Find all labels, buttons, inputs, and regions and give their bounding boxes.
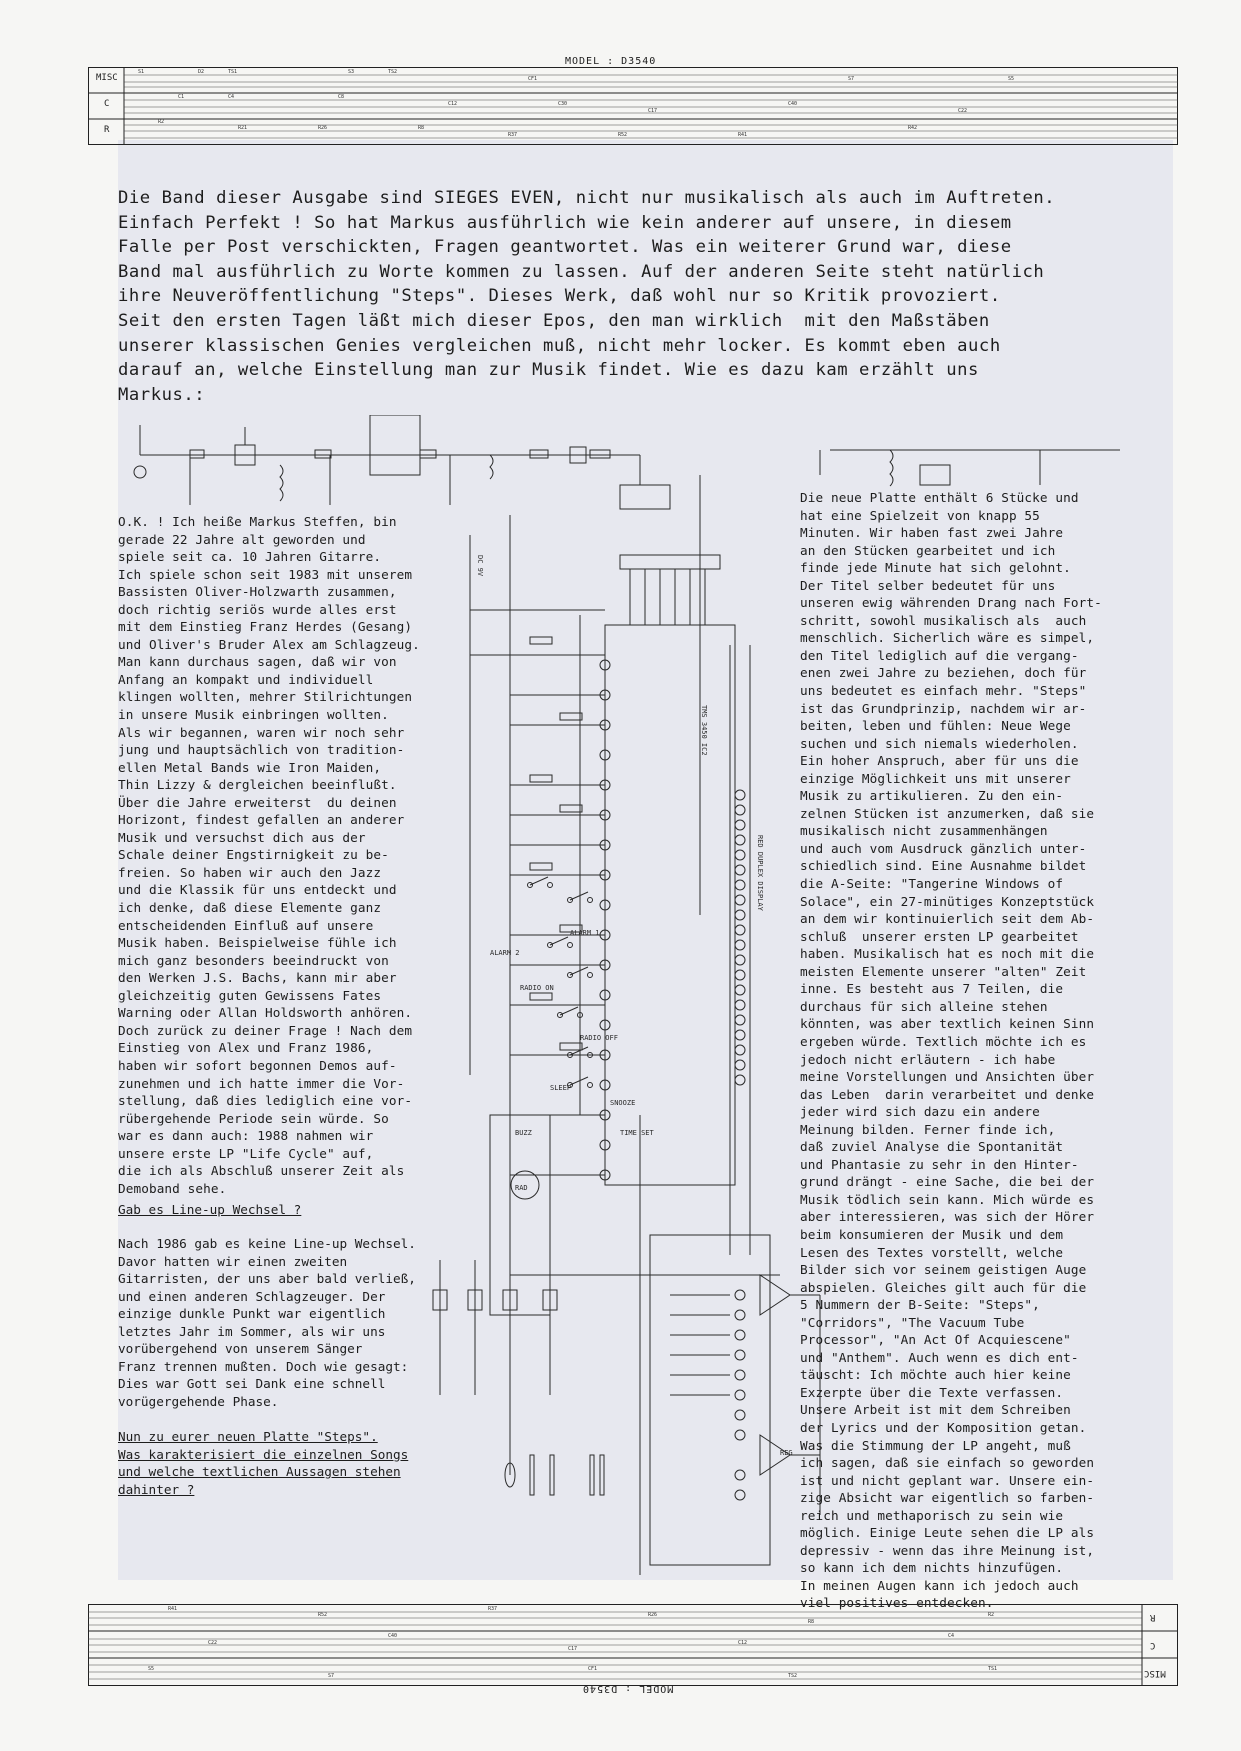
svg-text:R42: R42	[908, 125, 918, 131]
strip-row-misc: MISC	[96, 73, 118, 83]
svg-text:C4: C4	[948, 1633, 955, 1639]
svg-text:R37: R37	[508, 132, 518, 138]
svg-text:S7: S7	[328, 1673, 335, 1679]
svg-text:TS2: TS2	[388, 69, 398, 75]
svg-text:C12: C12	[448, 101, 458, 107]
intro-paragraph: Die Band dieser Ausgabe sind SIEGES EVEN, nicht nur musikalisch als auch im Auftreten. Einfach Perfekt ! So hat Markus ausführlich wie kein anderer auf unsere, in diesem Falle per Post verschickten, Fragen geantwortet. Was ein weiterer Grund war, diese Band mal ausführlich zu Worte kommen zu lassen. Auf der anderen Seite steht natürlich ihre Neuveröffentlichung "Steps". Dieses Werk, daß wohl nur so Kritik provoziert. Seit den ersten Tagen läßt mich dieser Epos, den man wirklich mit den Maßstäben unserer klassischen Genies vergleichen muß, nicht mehr locker. Es kommt eben auch darauf an, welche Einstellung man zur Musik findet. Wie es dazu kam erzählt uns Markus.:	[118, 188, 1056, 405]
strip-row-c: C	[104, 99, 110, 109]
schematic-label-dc9v: DC 9V	[476, 555, 484, 577]
schematic-label-reg: REG	[780, 1449, 793, 1457]
left-column-answer: O.K. ! Ich heiße Markus Steffen, bin gerade 22 Jahre alt geworden und spiele seit ca. 10 Jahren Gitarre. Ich spiele schon seit 1983 mit unserem Bassisten Oliver-Holzwarth zusammen, doch richtig seriös wurde alles erst mit dem Einstieg Franz Herdes (Gesang) und Oliver's Bruder Alex am Schlagzeug. Man kann durchaus sagen, daß wir von Anfang an kompakt und individuell klingen wollten, mehrer Stilrichtungen in unsere Musik einbringen wollten. Als wir begannen, waren wir noch sehr jung und hauptsächlich von tradition- ellen Metal Bands wie Iron Maiden, Thin Lizzy & dergleichen beeinflußt. Über die Jahre erweiterst du deinen Horizont, findest gefallen an anderer Musik und versuchst dich aus der Schale deiner Engstirnigkeit zu be- freien. So haben wir auch den Jazz und die Klassik für uns entdeckt und ich denke, daß diese Elemente ganz entscheidenden Einfluß auf unsere Musik haben. Beispielweise fühle ich mich ganz besonders beeindruckt von den Werken J.S. Bachs, kann mir aber gleichzeitig guten Gewissens Fates Warning oder Allan Holdsworth anhören. Doch zurück zu deiner Frage ! Nach dem Einstieg von Alex und Franz 1986, haben wir sofort begonnen Demos auf- zunehmen und ich hatte immer die Vor- stellung, daß dies lediglich eine vor- rübergehende Periode sein würde. So war es dann auch: 1988 nahmen wir unsere erste LP "Life Cycle" auf, die ich als Abschluß unserer Zeit als Demoband sehe.	[118, 514, 420, 1196]
svg-text:R41: R41	[738, 132, 748, 138]
svg-text:R8: R8	[808, 1619, 815, 1625]
svg-text:C22: C22	[958, 108, 968, 114]
parts-strip-bottom	[88, 1604, 1178, 1686]
strip-bottom-row-c: C	[1150, 1640, 1156, 1650]
svg-text:R52: R52	[318, 1612, 328, 1618]
svg-text:S3: S3	[348, 69, 355, 75]
svg-text:TS2: TS2	[788, 1673, 798, 1679]
model-label-bottom: MODEL : D3540	[582, 1683, 674, 1694]
svg-text:D2: D2	[198, 69, 205, 75]
schematic-label-radio-on: RADIO ON	[520, 984, 554, 992]
schematic-label-rad: RAD	[515, 1184, 528, 1192]
svg-text:R26: R26	[648, 1612, 658, 1618]
svg-text:R2: R2	[988, 1612, 995, 1618]
schematic-label-alarm2: ALARM 2	[490, 949, 520, 957]
strip-bottom-row-misc: MISC	[1144, 1668, 1166, 1678]
svg-text:S1: S1	[138, 69, 145, 75]
svg-text:R21: R21	[238, 125, 248, 131]
svg-text:C40: C40	[388, 1633, 398, 1639]
schematic-chip-label: TMS 3450 IC2	[700, 705, 708, 756]
svg-text:R52: R52	[618, 132, 628, 138]
svg-text:CF1: CF1	[528, 76, 538, 82]
schematic-label-sleep: SLEEP	[550, 1084, 572, 1092]
svg-text:R37: R37	[488, 1606, 498, 1612]
model-label-top: MODEL : D3540	[565, 56, 657, 67]
svg-text:C40: C40	[788, 101, 798, 107]
svg-text:S5: S5	[1008, 76, 1015, 82]
schematic-label-snooze: SNOOZE	[610, 1099, 636, 1107]
svg-text:S7: S7	[848, 76, 855, 82]
svg-text:R26: R26	[318, 125, 328, 131]
schematic-display-label: RED DUPLEX DISPLAY	[756, 835, 764, 911]
svg-text:TS1: TS1	[228, 69, 238, 75]
svg-text:TS1: TS1	[988, 1666, 998, 1672]
svg-text:C22: C22	[208, 1640, 218, 1646]
question-lineup: Gab es Line-up Wechsel ?	[118, 1202, 302, 1217]
svg-text:C17: C17	[648, 108, 658, 114]
svg-text:R2: R2	[158, 119, 165, 125]
svg-text:C1: C1	[178, 94, 185, 100]
svg-text:C8: C8	[338, 94, 345, 100]
svg-text:C17: C17	[568, 1646, 578, 1652]
schematic-label-alarm1: ALARM 1	[570, 929, 600, 937]
schematic-label-time-set: TIME SET	[620, 1129, 654, 1137]
svg-text:C12: C12	[738, 1640, 748, 1646]
svg-text:S5: S5	[148, 1666, 155, 1672]
svg-text:C4: C4	[228, 94, 235, 100]
svg-text:R41: R41	[168, 1606, 178, 1612]
parts-strip-top	[88, 67, 1178, 145]
svg-text:C30: C30	[558, 101, 568, 107]
question-steps: Nun zu eurer neuen Platte "Steps". Was karakterisiert die einzelnen Songs und welche textlichen Aussagen stehen dahinter ?	[118, 1429, 409, 1497]
strip-row-r: R	[104, 125, 110, 135]
svg-text:R8: R8	[418, 125, 425, 131]
right-column-answer: Die neue Platte enthält 6 Stücke und hat eine Spielzeit von knapp 55 Minuten. Wir haben fast zwei Jahre an den Stücken gearbeitet und ich finde jede Minute hat sich gelohnt. Der Titel selber bedeutet für uns unseren ewig währenden Drang nach Fort- schritt, sowohl musikalisch als auch menschlich. Sicherlich wäre es simpel, den Titel lediglich auf die vergang- enen zwei Jahre zu beziehen, doch für uns bedeutet es einfach mehr. "Steps" ist das Grundprinzip, nachdem wir ar- beiten, leben und fühlen: Neue Wege suchen und sich niemals wiederholen. Ein hoher Anspruch, aber für uns die einzige Möglichkeit uns mit unserer Musik zu artikulieren. Zu den ein- zelnen Stücken ist anzumerken, daß sie musikalisch nicht zusammenhängen und auch vom Ausdruck gänzlich unter- schiedlich sind. Eine Ausnahme bildet die A-Seite: "Tangerine Windows of Solace", ein 27-minütiges Konzeptstück an dem wir kontinuierlich seit dem Ab- schluß unserer ersten LP gearbeitet haben. Musikalisch hat es noch mit die meisten Elemente unserer "alten" Zeit inne. Es besteht aus 7 Teilen, die durchaus für sich alleine stehen könnten, was aber textlich keinen Sinn ergeben würde. Textlich möchte ich es jedoch nicht erläutern - ich habe meine Vorstellungen und Ansichten über das Leben darin verarbeitet und denke jeder wird sich dazu ein andere Meinung bilden. Ferner finde ich, daß zuviel Analyse die Spontanität und Phantasie zu sehr in den Hinter- grund drängt - eine Sache, die bei der Musik tödlich sein kann. Mich würde es aber interessieren, was sich der Hörer beim konsumieren der Musik und dem Lesen des Textes vorstellt, welche Bilder sich vor seinem geistigen Auge abspielen. Gleiches gilt auch für die 5 Nummern der B-Seite: "Steps", "Corridors", "The Vacuum Tube Processor", "An Act Of Acquiescene" und "Anthem". Auch wenn es dich ent- täuscht: Ich möchte auch hier keine Exzerpte über die Texte verfassen. Unsere Arbeit ist mit dem Schreiben der Lyrics und der Komposition getan. Was die Stimmung der LP angeht, muß ich sagen, daß sie einfach so geworden ist und nicht geplant war. Unsere ein- zige Absicht war eigentlich so farben- reich und methaporisch zu sein wie möglich. Einige Leute sehen die LP als depressiv - wenn das ihre Meinung ist, so kann ich dem nichts hinzufügen. In meinen Augen kann ich jedoch auch viel positives entdecken.	[800, 490, 1102, 1611]
strip-bottom-row-r: R	[1150, 1612, 1156, 1622]
answer-lineup: Nach 1986 gab es keine Line-up Wechsel. Davor hatten wir einen zweiten Gitarristen, der uns aber bald verließ, und einen anderen Schlagzeuger. Der einzige dunkle Punkt war eigentlich letztes Jahr im Sommer, als wir uns vorübergehend von unserem Sänger Franz trennen mußten. Doch wie gesagt: Dies war Gott sei Dank eine schnell vorügergehende Phase.	[118, 1236, 416, 1409]
schematic-label-buzz: BUZZ	[515, 1129, 532, 1137]
schematic-label-radio-off: RADIO OFF	[580, 1034, 618, 1042]
svg-text:CF1: CF1	[588, 1666, 598, 1672]
